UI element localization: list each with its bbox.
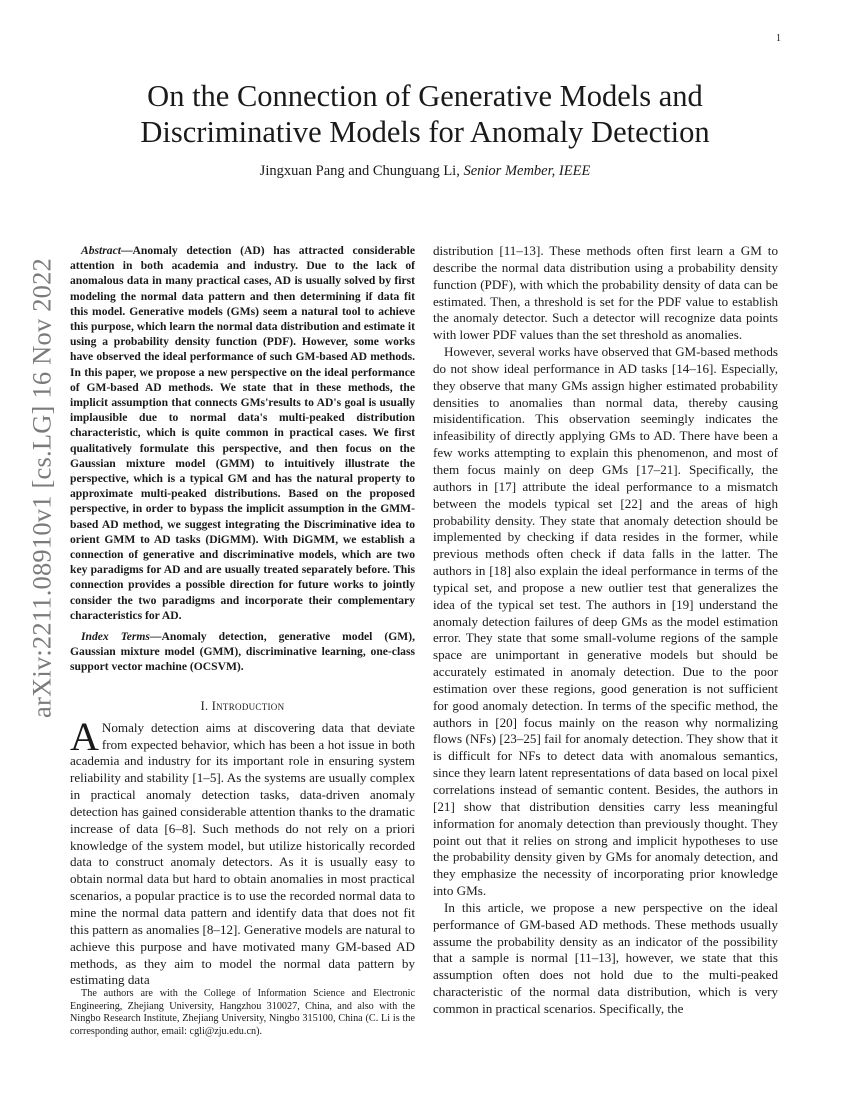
arxiv-id: arXiv:2211.08910v1 [cs.LG] 16 Nov 2022: [26, 257, 57, 719]
index-terms-text: —Anomaly detection, generative model (GM), Gaussian mixture model (GMM), discriminative learning, one-class support vector machine (OCSVM).: [70, 630, 415, 674]
abstract-label: Abstract: [81, 244, 121, 257]
title-line-1: On the Connection of Generative Models and: [147, 79, 703, 113]
abstract: [70, 243, 415, 623]
right-paragraph-3: In this article, we propose a new perspective on the ideal performance of GM-based AD methods. These methods usually assume the probability density as an indicator of the possibility that a sample is normal [11–13], however, we state that this assumption often does not hold due to the multi-peaked characteristic of the normal data distribution, which is very common in practical scenarios. Specifically, the: [433, 899, 778, 1016]
author-footnote: The authors are with the College of Information Science and Electronic Engineering, Zhejiang University, Hangzhou 310027, China, and also with the Ningbo Research Institute, Zhejiang University, Ningbo 315100, China (C. Li is the corresponding author, email: cgli@zju.edu.cn).: [70, 988, 415, 1037]
right-column: [433, 243, 778, 1018]
section-title: Introduction: [211, 698, 285, 713]
page-number: 1: [776, 33, 781, 44]
intro-text: Nomaly detection aims at discovering data that deviate from expected behavior, which has been a hot issue in both academia and industry for its important role in ensuring system reliability and stability [1–5]. As the systems are usually complex in practical anomaly detection tasks, data-driven anomaly detection has gained considerable attention thanks to the dramatic increase of data [6–8]. Such methods do not rely on a priori knowledge of the system model, but utilize historically recorded data to construct anomaly detectors. As it is usually easy to obtain normal data but hard to obtain anomalies in most practical scenarios, a popular practice is to use the recorded normal data to mine the normal data pattern and identify data that does not fit this pattern as anomalies [8–12]. Generative models are natural to achieve this purpose and have motivated many GM-based AD methods, as they aim to model the normal data pattern by estimating data: [70, 719, 415, 988]
abstract-text: —Anomaly detection (AD) has attracted considerable attention in both academia and industry. Due to the lack of anomalous data in many practical cases, AD is usually solved by first modeling the normal data pattern and then determining if data fit this model. Generative models (GMs) seem a natural tool to achieve this purpose, which learn the normal data distribution and estimate it using a probability density function (PDF). However, some works have observed the ideal performance of such GM-based AD methods. In this paper, we propose a new perspective on the ideal performance of GM-based AD methods. We state that in these methods, the implicit assumption that connects GMs'results to AD's goal is usually implausible due to normal data's multi-peaked distribution characteristic, which is quite common in practical cases. We first qualitatively formulate this perspective, and then focus on the Gaussian mixture model (GMM) to intuitively illustrate the perspective, which is a typical GM and has the natural property to approximate multi-peaked distributions. Based on the proposed perspective, in order to bypass the implicit assumption in the GMM-based AD method, we suggest integrating the Discriminative idea to orient GMM to AD tasks (DiGMM). With DiGMM, we establish a connection of generative and discriminative models, which are two key paradigms for AD and are usually treated separately before. This connection provides a possible direction for future works to jointly consider the two paradigms and incorporate their complementary characteristics for AD.: [70, 244, 415, 622]
author-role: Senior Member, IEEE: [463, 163, 591, 179]
paper-title: [90, 78, 760, 150]
arxiv-watermark: [4, 257, 80, 719]
right-paragraph-1: distribution [11–13]. These methods often first learn a GM to describe the normal data distribution using a probability density function (PDF), with which the probability density of data can be estimated. Then, a threshold is set for the PDF value to establish the anomaly detector. Such a detector will recognize data points with lower PDF values than the set threshold as anomalies.: [433, 243, 778, 343]
section-heading: [70, 699, 415, 714]
right-paragraph-2: However, several works have observed that GM-based methods do not show ideal performance in AD tasks [14–16]. Especially, they observe that many GMs assign higher estimated probability densities to anomalies than normal data, thereby causing misidentification. This observation seemingly indicates the infeasibility of directly applying GMs to AD. There have been a few works attempting to explain this phenomenon, and most of them focus mainly on deep GMs [17–21]. Specifically, the authors in [17] attribute the ideal performance to a mismatch between the models typical set [22] and the areas of high probability density. They state that anomaly detection should be implemented by checking if data resides in the former, while previous methods often check if data falls in the latter. The authors in [18] also explain the ideal performance in terms of the typical set, and propose a new outlier test that generalizes the idea of the typical set test. The authors in [19] understand the anomaly detection failures of deep GMs as the model estimation error. They state that some small-volume regions of the sample space are unimportant in generative models but should be accurately estimated in anomaly detection. Due to the poor estimation over these regions, good generation is not sufficient for good anomaly detection. In terms of the specific method, the authors in [20] focus mainly on the reason why normalizing flows (NFs) [23–25] fail for anomaly detection. They show that it is difficult for NFs to detect data with anomalous semantics, since they learn latent representations of data based on local pixel correlations instead of semantic content. Besides, the authors in [21] show that distribution densities carry less meaningful information for anomaly detection than previously thought. They point out that it relies on strong and implicit hypotheses to use the probability density given by GMs for anomaly detection, and they emphasize the necessity of incorporating prior knowledge into GMs.: [433, 344, 778, 899]
intro-paragraph: [70, 713, 415, 990]
index-terms: [70, 629, 415, 675]
author-line: [90, 163, 760, 180]
drop-cap: A: [70, 713, 99, 759]
index-terms-label: Index Terms: [81, 630, 150, 644]
authors: Jingxuan Pang and Chunguang Li,: [259, 163, 460, 179]
left-column: [70, 243, 415, 989]
title-line-2: Discriminative Models for Anomaly Detection: [140, 115, 710, 149]
section-number: I.: [200, 698, 209, 713]
